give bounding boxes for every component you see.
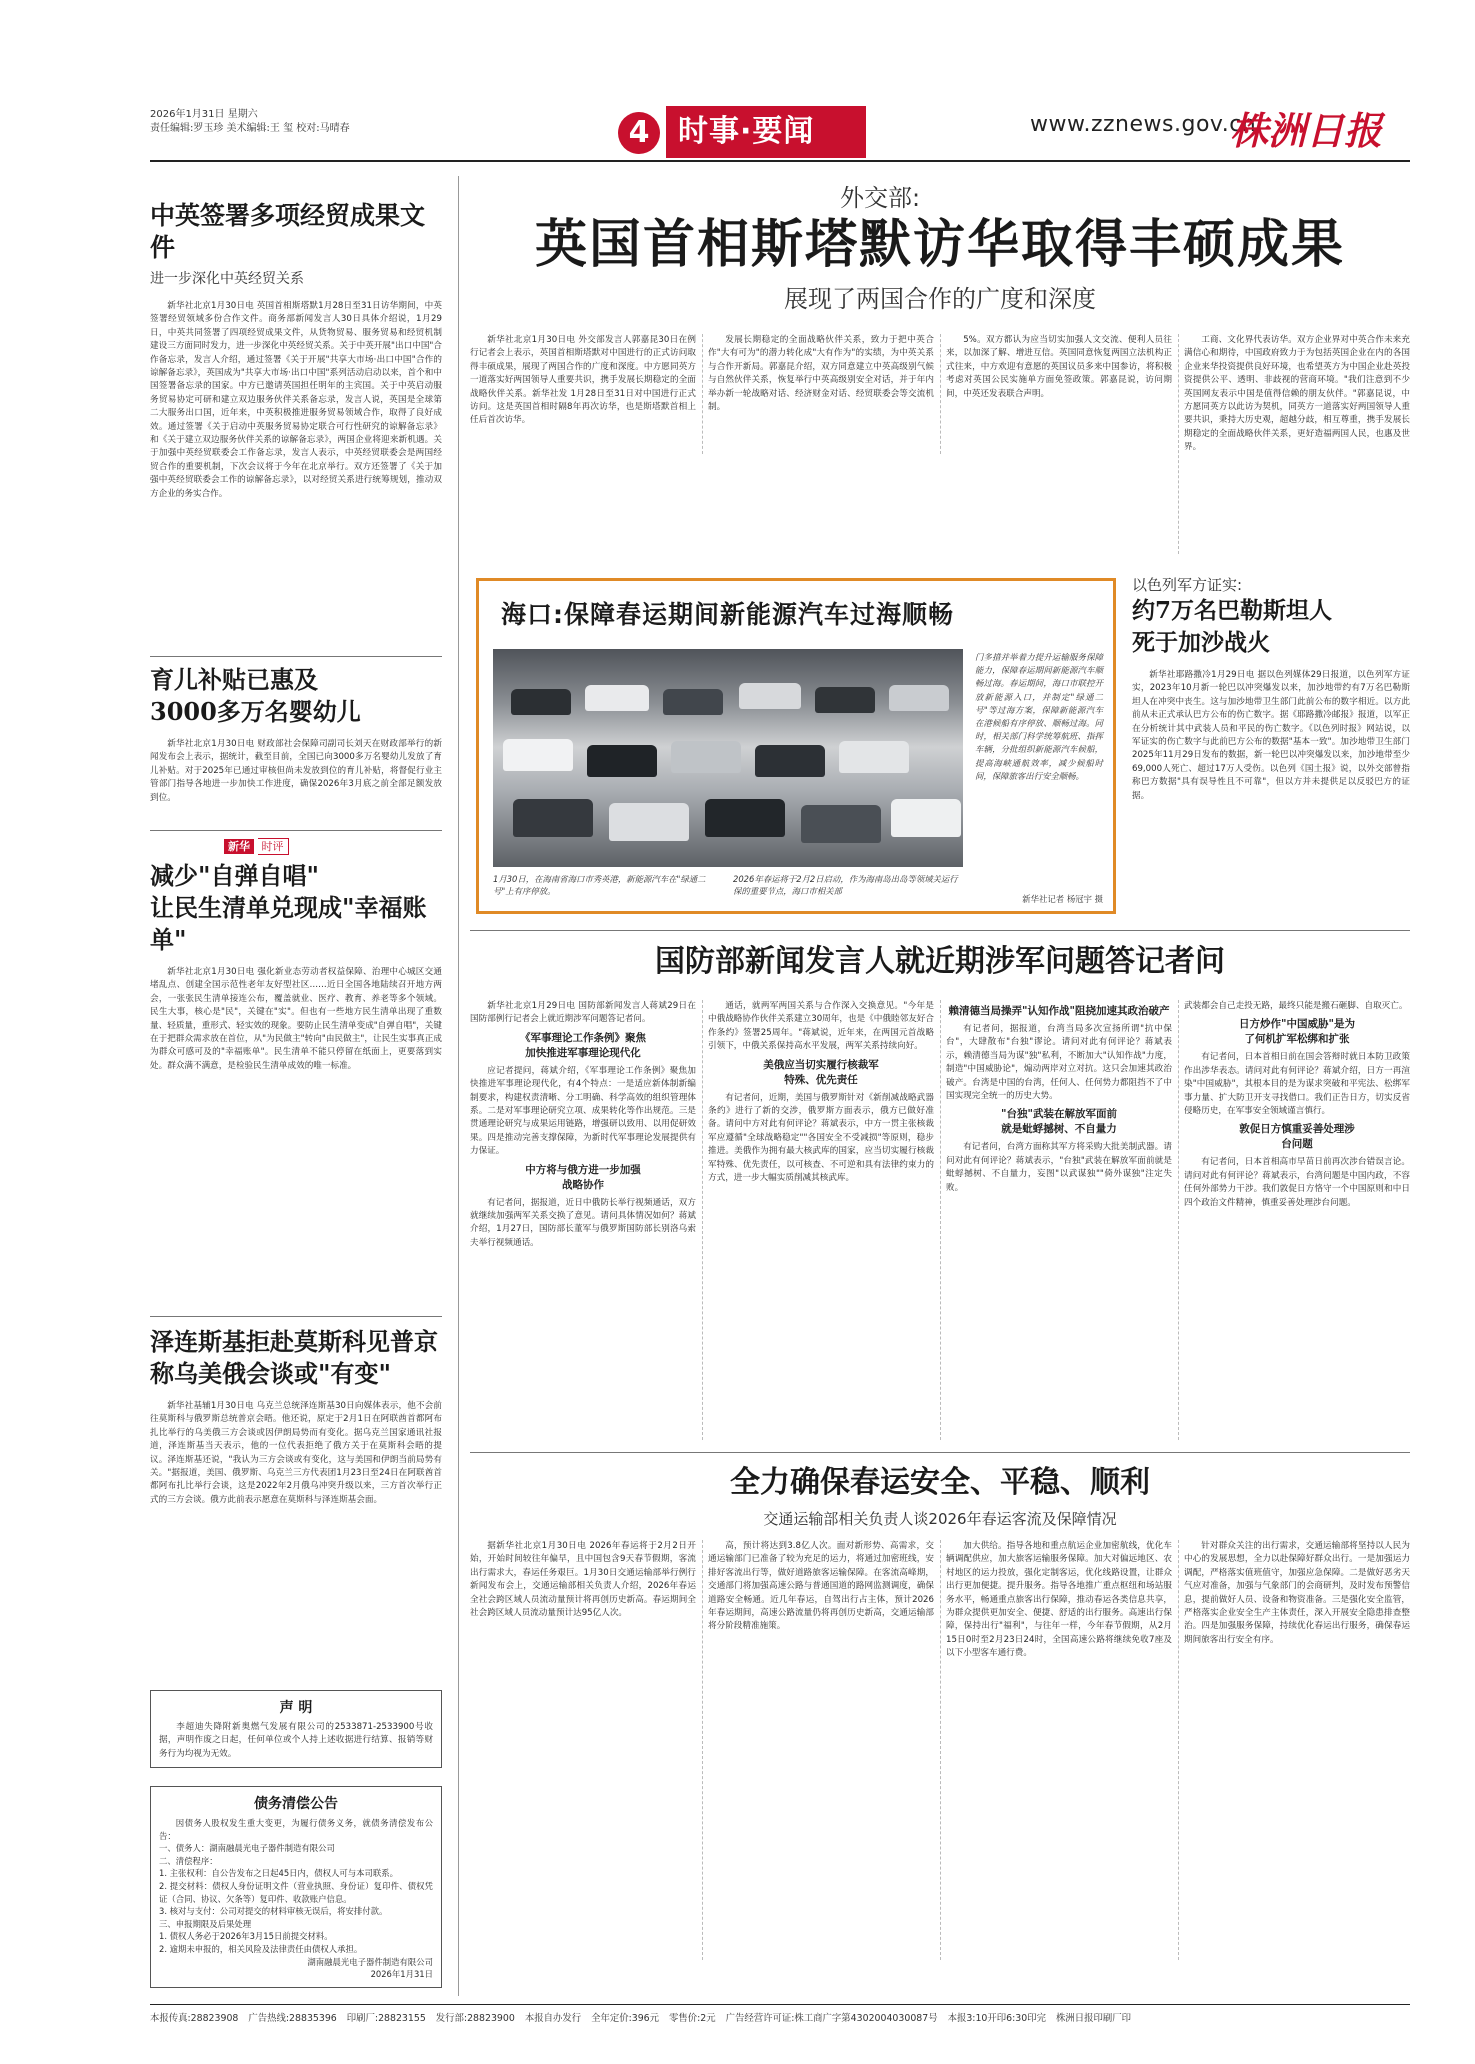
defense-col3-body: 有记者问，据报道，台湾当局多次宣扬所谓"抗中保台"，大肆散布"台独"谬论。请问对此有何评论？蒋斌表示，赖清德当局为谋"独"私利，不断加大"认知作战"力度，制造"中国威胁论"，煽动两岸对立对抗。这只会加速其政治破产。台湾是中国的台湾，任何人、任何势力都阻挡不了中国实现完全统一的历史大势。	[946, 1024, 1172, 1102]
gaza-title-1: 约7万名巴勒斯坦人	[1132, 597, 1333, 624]
debt-item-3: 三、申报期限及后果处理	[159, 1918, 252, 1929]
defense-col3-end: 有记者问，台湾方面称其军方将采购大批美制武器。请问对此有何评论？蒋斌表示，"台独"武装在解放军面前就是蚍蜉撼树、不自量力，妄图"以武谋独""倚外谋独"注定失败。	[946, 1142, 1172, 1193]
defense-col4-top: 武装都会自己走投无路，最终只能是搬石砸脚、自取灭亡。	[1184, 1001, 1408, 1011]
uk-china-subtitle: 进一步深化中英经贸关系	[150, 271, 304, 287]
debt-title: 债务清偿公告	[254, 1796, 338, 1812]
defense-col-1	[470, 1000, 696, 1250]
spring-col-4: 针对群众关注的出行需求，交通运输部将坚持以人民为中心的发展思想，全力以赴保障好群众出行。一是加强运力调配，严格落实值班值守，加强应急保障。二是做好恶劣天气应对准备，加强与气象部门的会商研判，及时发布预警信息，提前做好人员、设备和物资准备。三是强化安全监管，严格落实企业安全生产主体责任，深入开展安全隐患排查整治。四是加强服务保障，持续优化春运出行服务，确保春运期间旅客出行安全有序。	[1184, 1541, 1410, 1645]
debt-item-1: 一、债务人：湖南融晨光电子器件制造有限公司	[159, 1843, 335, 1854]
defense-sep-1	[702, 1000, 703, 1440]
gaza-kicker: 以色列军方证实:	[1132, 576, 1243, 594]
defense-sub6-l2: 台问题	[1281, 1138, 1313, 1151]
main-col-2: 发展长期稳定的全面战略伙伴关系，致力于把中英合作"大有可为"的潜力转化成"大有作为"的实绩，为中英关系与合作开新局。郭嘉昆介绍，双方同意建立中英高级别气候与自然伙伴关系，恢复举行中英高级别安全对话，并于年内举办新一轮战略对话、经济财金对话、经贸联委会等交流机制。	[708, 335, 934, 413]
debt-step-3: 3. 核对与支付：公司对提交的材料审核无误后，将安排付款。	[159, 1906, 388, 1917]
commentary-tag-org: 新华	[224, 839, 254, 854]
uk-china-title: 中英签署多项经贸成果文件	[150, 201, 426, 262]
footer-print: 印刷厂:28823155	[346, 2013, 426, 2024]
header-rule	[150, 160, 1410, 162]
defense-sep-2	[940, 1000, 941, 1440]
statement-title: 声 明	[279, 1700, 313, 1716]
gaza-body: 新华社耶路撒冷1月29日电 据以色列媒体29日报道，以色列军方证实，2023年10月新一轮巴以冲突爆发以来，加沙地带约有7万名巴勒斯坦人在冲突中丧生。这与加沙地带卫生部门此前公布的数字相近。以方此前从未正式承认巴方公布的伤亡数字。据《耶路撒冷邮报》报道，以军正在分析统计其中武装人员和平民的伤亡数字。《以色列时报》网站说，以军证实的伤亡数字与此前巴方公布的数据"基本一致"。加沙地带卫生部门2025年11月29日发布的数据，新一轮巴以冲突爆发以来，加沙地带至少69,000人死亡、超过17万人受伤。以色列《国土报》说，以外交部曾指称巴方数据"具有误导性且不可靠"，但以方并未提供足以反驳巴方的证据。	[1132, 670, 1410, 801]
defense-sub1-l2: 加快推进军事理论现代化	[525, 1046, 641, 1059]
debt-intro: 因债务人股权发生重大变更，为履行债务义务，就债务清偿发布公告：	[159, 1818, 433, 1841]
defense-sub4-l2: 就是蚍蜉撼树、不自量力	[1001, 1123, 1117, 1136]
commentary-body: 新华社北京1月30日电 强化新业态劳动者权益保障、治理中心城区交通堵乱点、创建全国示范性老年友好型社区……近日全国各地陆续召开地方两会，一张张民生清单接连公布，覆盖就业、医疗、教育、养老等多个领域。民生大事，核心是"民"，关键在"实"。但也有一些地方民生清单出现了重数量、轻质量，重形式、轻实效的现象。要防止民生清单变成"自弹自唱"，关键在于把群众需求放在首位，从"为民做主"转向"由民做主"，让民生实事真正成为群众可感可及的"幸福账单"。民生清单不能只停留在纸面上，更要落到实处。群众满不满意，是检验民生清单成效的唯一标准。	[150, 967, 442, 1071]
page-number-badge	[618, 112, 660, 154]
defense-sub4	[946, 1107, 1172, 1137]
main-col-sep-3	[1178, 334, 1179, 554]
defense-sub5-l2: 了何机扩军松绑和扩张	[1244, 1033, 1350, 1046]
footer-time: 本报3:10开印6:30印完	[947, 2013, 1046, 2024]
spring-subtitle: 交通运输部相关负责人谈2026年春运客流及保障情况	[763, 1510, 1117, 1528]
main-story-header	[470, 178, 1410, 314]
defense-col1-end: 有记者问，据报道，近日中俄防长举行视频通话，双方就继续加强两军关系交换了意见。请问具体情况如何？蒋斌介绍，1月27日，国防部长董军与俄罗斯国防部长别洛乌索夫举行视频通话。	[470, 1197, 696, 1248]
debt-step-4: 1. 债权人务必于2026年3月15日前提交材料。	[159, 1931, 333, 1942]
defense-col4-end: 有记者问，日本首相高市早苗日前再次涉台错误言论。请问对此有何评论？蒋斌表示，台湾问题是中国内政，不容任何外部势力干涉。我们敦促日方恪守一个中国原则和中日四个政治文件精神，慎重妥善处理涉台问题。	[1184, 1157, 1410, 1208]
header-date: 2026年1月31日 星期六	[150, 109, 258, 120]
page-number: 4	[628, 115, 650, 150]
defense-col2-top: 通话，就两军两国关系与合作深入交换意见。"今年是中俄战略协作伙伴关系建立30周年，也是《中俄睦邻友好合作条约》签署25周年。"蒋斌说，近年来，在两国元首战略引领下，中俄关系保持高水平发展，两军关系持续向好。	[708, 1001, 934, 1052]
spring-sep-1	[702, 1540, 703, 1960]
defense-sub1	[470, 1031, 696, 1061]
footer-rule	[150, 2004, 1410, 2005]
main-col-1: 新华社北京1月30日电 外交部发言人郭嘉昆30日在例行记者会上表示，英国首相斯塔默对中国进行的正式访问取得丰硕成果，展现了两国合作的广度和深度。中方愿同英方一道落实好两国领导人重要共识，携手发展长期稳定的全面战略伙伴关系。新华社发 1月28日至31日对中国进行正式访问。这是英国首相时隔8年再次访华，也是斯塔默首相上任后首次访华。	[470, 335, 696, 426]
photo-side-text: 门多措并举着力提升运输服务保障能力，保障春运期间新能源汽车顺畅过海。春运期间，海口市联控开放新能源入口，并制定"绿通二号"等过海方案，保障新能源汽车在港候船有序停放、顺畅过海。同时，相关部门科学统筹航班、指挥车辆，分批组织新能源汽车候船，提高海峡通航效率，减少候船时间，保障旅客出行安全顺畅。	[975, 652, 1103, 781]
defense-col1-top: 新华社北京1月29日电 国防部新闻发言人蒋斌29日在国防部例行记者会上就近期涉军问题答记者问。	[470, 1001, 696, 1025]
footer-self-dist: 本报自办发行	[524, 2013, 582, 2024]
section-title: 时事·要闻	[678, 114, 815, 149]
defense-col1-body: 应记者提问，蒋斌介绍，《军事理论工作条例》聚焦加快推进军事理论现代化，有4个特点：一是适应新体制新编制要求，构建权责清晰、分工明确、科学高效的组织管理体系。二是对军事理论研究立项、成果转化等作出规范。三是贯通理论研究与成果运用链路，增强研以致用、以用促研效果。四是推动完善支撑保障，为新时代军事理论发展提供有力保证。	[470, 1065, 696, 1157]
defense-sub5	[1184, 1017, 1410, 1047]
main-col-sep-1	[702, 334, 703, 454]
defense-col-2	[708, 1000, 934, 1185]
childcare-body: 新华社北京1月30日电 财政部社会保障司副司长刘天在财政部举行的新闻发布会上表示，据统计，截至目前，全国已向3000多万名婴幼儿发放了育儿补贴。对于2025年已通过审核但尚未发放到位的育儿补贴，将督促行业主管部门指导各地进一步加快工作进度，确保2026年3月底之前全部足额发放到位。	[150, 739, 442, 803]
defense-sub2	[470, 1163, 696, 1193]
footer-fax: 本报传真:28823908	[150, 2013, 239, 2024]
defense-sub4-l1: "台独"武装在解放军面前	[1001, 1108, 1117, 1121]
header-editors: 责任编辑:罗玉珍 美术编辑:王 玺 校对:马晴春	[150, 123, 350, 134]
spring-sep-2	[940, 1540, 941, 1960]
ferry-parking-photo	[493, 649, 963, 867]
defense-col4-body: 有记者问，日本首相日前在国会答辩时就日本防卫政策作出涉华表态。请问对此有何评论？蒋斌介绍，日方一再渲染"中国威胁"，其根本目的是为谋求突破和平宪法、松绑军事力量、扩大防卫开支寻找借口。我们正告日方，切实反省侵略历史，在军事安全领域谨言慎行。	[1184, 1052, 1410, 1117]
website: www.zznews.gov.cn	[1030, 112, 1257, 137]
footer-dist: 发行部:28823900	[435, 2013, 515, 2024]
divider-1	[150, 656, 442, 657]
defense-col2-body: 有记者问，近期，美国与俄罗斯针对《新削减战略武器条约》进行了新的交涉，俄罗斯方面表示，俄方已做好准备。请问中方对此有何评论？蒋斌表示，中方一贯主张核裁军应遵循"全球战略稳定""各国安全不受减损"等原则，稳步推进。美俄作为拥有最大核武库的国家，应当切实履行核裁军特殊、优先责任，以可核查、不可逆和具有法律约束力的方式，进一步大幅实质削减其核武库。	[708, 1092, 934, 1184]
main-kicker: 外交部:	[839, 184, 921, 212]
zelensky-article	[150, 1326, 442, 1507]
debt-step-5: 2. 逾期未申报的，相关风险及法律责任由债权人承担。	[159, 1943, 363, 1954]
gaza-article	[1132, 574, 1410, 803]
footer-license: 广告经营许可证:株工商广字第4302004030087号	[725, 2013, 938, 2024]
uk-china-trade-article	[150, 200, 442, 501]
zelensky-title-1: 泽连斯基拒赴莫斯科见普京	[150, 1327, 438, 1356]
zelensky-title-2: 称乌美俄会谈或"有变"	[150, 1359, 392, 1388]
statement-notice	[150, 1690, 442, 1768]
defense-sub6-l1: 敦促日方慎重妥善处理涉	[1239, 1123, 1355, 1136]
defense-title: 国防部新闻发言人就近期涉军问题答记者问	[655, 944, 1225, 979]
defense-sub3	[708, 1058, 934, 1088]
spring-header	[470, 1462, 1410, 1529]
divider-3	[150, 1316, 442, 1317]
spring-title: 全力确保春运安全、平稳、顺利	[730, 1465, 1150, 1500]
left-column-rule	[458, 176, 459, 1996]
footer-price: 全年定价:396元	[591, 2013, 660, 2024]
commentary-title-2: 让民生清单兑现成"幸福账单"	[150, 893, 427, 954]
main-col-3: 5%。双方都认为应当切实加强人文交流、便利人员往来，以加深了解、增进互信。英国同意恢复两国立法机构正式往来，中方欢迎有意愿的英国议员多来中国参访，将积极考虑对英国公民实施单方面免签政策。郭嘉昆说，访问期间，中英还发表联合声明。	[946, 335, 1172, 399]
section-label	[666, 106, 866, 158]
debt-step-2: 2. 提交材料：债权人身份证明文件（营业执照、身份证）复印件、债权凭证（合同、协议、欠条等）复印件、收款账户信息。	[159, 1880, 433, 1904]
spring-col-2: 高，预计将达到3.8亿人次。面对新形势、高需求，交通运输部门已准备了较为充足的运力，将通过加密班线，安排好客流出行等，做好道路旅客运输保障。在客流高峰期，交通部门将加强高速公路与普通国道的路网监测调度，确保道路安全畅通。近几年春运，自驾出行占主体，预计2026年春运期间，高速公路流量仍将再创历史新高，交通运输部将分阶段精准施策。	[708, 1541, 934, 1632]
childcare-title-1: 育儿补贴已惠及	[150, 665, 318, 694]
divider-2	[150, 830, 442, 831]
spring-col-3: 加大供给。指导各地和重点航运企业加密航线，优化车辆调配供应，加大旅客运输服务保障。加大对偏远地区、农村地区的运力投放，强化定制客运，优化线路设置，让群众出行更加便捷。提升服务。指导各地推广重点枢纽和场站服务水平，畅通重点旅客出行保障，推动春运各类信息共享，为群众提供更加安全、便捷、舒适的出行服务。高速出行保障，保持出行"福利"，与往年一样，今年春节假期，从2月15日0时至2月23日24时，全国高速公路将继续免收7座及以下小型客车通行费。	[946, 1541, 1172, 1659]
defense-sub1-l1: 《军事理论工作条例》聚焦	[520, 1031, 646, 1044]
divider-main-defense	[470, 930, 1410, 931]
main-subtitle: 展现了两国合作的广度和深度	[784, 285, 1096, 313]
spring-col-1: 据新华社北京1月30日电 2026年春运将于2月2日开始，开始时间较往年偏早，且中国包含9天春节假期，客流出行需求大，春运任务艰巨。1月30日交通运输部举行例行新闻发布会上，交通运输部相关负责人介绍，2026年春运全社会跨区域人员流动量预计将再创历史新高。春运期间全社会跨区域人员流动量预计达95亿人次。	[470, 1541, 696, 1619]
commentary-tag-type: 时评	[258, 838, 289, 855]
commentary-article	[150, 838, 442, 1073]
photo-credit: 新华社记者 杨冠宇 摄	[1022, 894, 1103, 904]
footer-ad-hotline: 广告热线:28835396	[248, 2013, 337, 2024]
uk-china-body: 新华社北京1月30日电 英国首相斯塔默1月28日至31日访华期间，中英签署经贸领域多份合作文件。商务部新闻发言人30日具体介绍说，1月29日，中英共同签署了四项经贸成果文件，从货物贸易、服务贸易和经贸机制建设三方面同时发力，进一步深化中英经贸关系。关于中英开展"出口中国"合作备忘录，发言人介绍，通过签署《关于开展"共享大市场·出口中国"合作的谅解备忘录》，英国成为"共享大市场·出口中国"系列活动启动以来，首个和中国签署备忘录的国家。中方已邀请英国担任明年的主宾国。关于中英启动服务贸易协定可研和建立双边服务伙伴关系备忘录，发言人说，英国是全球第二大服务出口国，近年来，中英积极推进服务贸易领域合作，取得了良好成效。通过签署《关于启动中英服务贸易协定联合可行性研究的谅解备忘录》和《关于建立双边服务伙伴关系的谅解备忘录》，两国企业将迎来新机遇。关于加强中英经贸联委会工作备忘录，发言人表示，中英经贸联委会是两国经贸合作的重要机制，下次会议将于今年在北京举行。双方还签署了《关于加强中英经贸联委会工作的谅解备忘录》，以对经贸关系进行统筹规划，推动双方企业的务实合作。	[150, 301, 442, 499]
footer-printer: 株洲日报印刷厂印	[1055, 2013, 1131, 2024]
photo-feature-title: 海口:保障春运期间新能源汽车过海顺畅	[501, 600, 954, 629]
defense-sub5-l1: 日方炒作"中国威胁"是为	[1239, 1018, 1355, 1031]
defense-sub6	[1184, 1122, 1410, 1152]
childcare-title-2: 3000多万名婴幼儿	[150, 697, 361, 726]
defense-col3-top: 赖清德当局操弄"认知作战"阻挠加速其政治破产	[948, 1005, 1170, 1017]
defense-sub2-l2: 战略协作	[562, 1178, 604, 1191]
defense-col-3	[946, 1000, 1172, 1195]
defense-sub2-l1: 中方将与俄方进一步加强	[525, 1163, 641, 1176]
statement-body: 李超迪失降附新奥燃气发展有限公司的2533871-2533900号收据，声明作废之日起，任何单位或个人持上述收据进行结算、报销等财务行为均视为无效。	[159, 1722, 433, 1759]
main-col-sep-2	[940, 334, 941, 454]
footer-retail: 零售价:2元	[669, 2013, 716, 2024]
debt-sig-date: 2026年1月31日	[370, 1969, 433, 1980]
footer-bar	[150, 2010, 1410, 2024]
commentary-tag	[224, 838, 442, 854]
photo-caption-right: 2026年春运将于2月2日启动，作为海南岛出岛等领域关运行保的重要节点，海口市相关部	[733, 874, 958, 896]
defense-sep-3	[1178, 1000, 1179, 1440]
debt-body	[159, 1817, 433, 1981]
zelensky-body: 新华社基辅1月30日电 乌克兰总统泽连斯基30日向媒体表示，他不会前往莫斯科与俄罗斯总统普京会晤。他还说，原定于2月1日在阿联酋首都阿布扎比举行的乌美俄三方会谈或因伊朗局势而有变化。据乌克兰国家通讯社报道，泽连斯基当天表示，他的一位代表拒绝了俄方关于在莫斯科会晤的提议。泽连斯基还说，"我认为三方会谈或有变化，这与美国和伊朗当前局势有关。"据报道，美国、俄罗斯、乌克兰三方代表团1月23日至24日在阿联酋首都阿布扎比举行会谈，这是2022年2月俄乌冲突升级以来，三方首次举行正式的三方会谈。俄方此前表示愿意在莫斯科与泽连斯基会面。	[150, 1401, 442, 1505]
defense-col-4	[1184, 1000, 1410, 1210]
main-title: 英国首相斯塔默访华取得丰硕成果	[534, 214, 1345, 275]
photo-caption-left: 1月30日，在海南省海口市秀英港，新能源汽车在"绿通二号"上有序停放。	[493, 874, 706, 896]
divider-defense-spring	[470, 1452, 1410, 1453]
childcare-article	[150, 664, 442, 805]
paper-logo: 株洲日报	[1230, 108, 1383, 153]
photo-feature-box	[476, 578, 1116, 914]
debt-step-1: 1. 主张权利：自公告发布之日起45日内，债权人可与本司联系。	[159, 1868, 399, 1879]
defense-sub3-l1: 美俄应当切实履行核裁军	[763, 1058, 879, 1071]
header-meta	[150, 108, 480, 136]
spring-sep-3	[1178, 1540, 1179, 1960]
debt-signature: 湖南融晨光电子器件制造有限公司	[307, 1956, 433, 1967]
main-col-4: 工商、文化界代表访华。双方企业界对中英合作未来充满信心和期待，中国政府致力于为包括英国企业在内的各国企业来华投资提供良好环境，也希望英方为中国企业赴英投资提供公平、透明、非歧视的营商环境。"我们注意到不少英国网友表示中国是值得信赖的朋友伙伴。"郭嘉昆说，中方愿同英方以此访为契机，同英方一道落实好两国领导人重要共识，秉持大历史观，超越分歧，相互尊重，携手发展长期稳定的全面战略伙伴关系，更好造福两国人民，也惠及世界。	[1184, 335, 1410, 453]
gaza-title-2: 死于加沙战火	[1132, 629, 1270, 656]
defense-sub3-l2: 特殊、优先责任	[784, 1073, 858, 1086]
debt-notice	[150, 1786, 442, 1988]
commentary-title-1: 减少"自弹自唱"	[150, 861, 320, 890]
debt-item-2: 二、清偿程序：	[159, 1855, 218, 1866]
